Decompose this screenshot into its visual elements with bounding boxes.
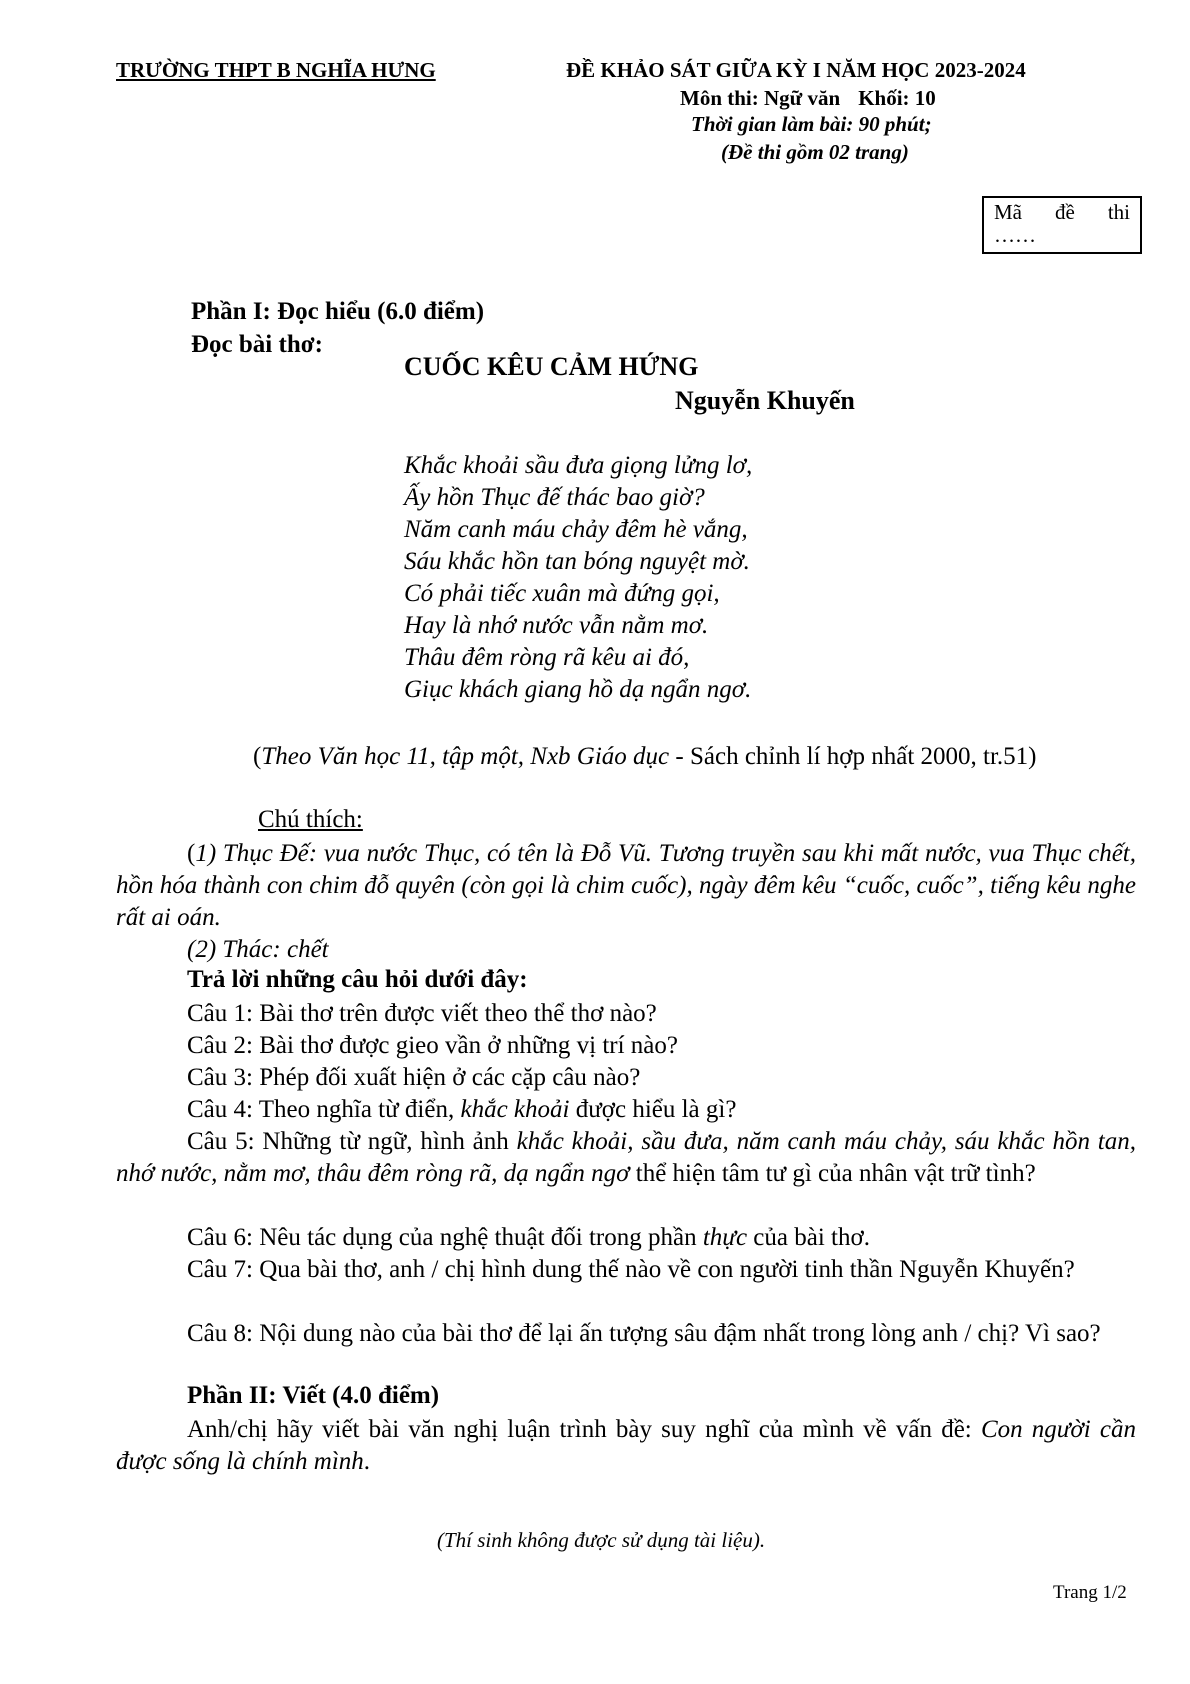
exam-time: Thời gian làm bài: 90 phút; — [691, 112, 932, 136]
code-label-word-3: thi — [1107, 200, 1130, 224]
question-1: Câu 1: Bài thơ trên được viết theo thể thơ nào? — [187, 1000, 657, 1027]
exam-subject-line — [680, 86, 936, 111]
part2-prompt-text: Anh/chị hãy viết bài văn nghị luận trình bày suy nghĩ của mình về vấn đề: — [187, 1416, 981, 1443]
part2-heading: Phần II: Viết (4.0 điểm) — [187, 1382, 440, 1409]
exam-grade: Khối: 10 — [858, 86, 936, 110]
poem-line: Có phải tiếc xuân mà đứng gọi, — [404, 580, 720, 607]
question-4 — [116, 1094, 1136, 1126]
question-4-tail: được hiểu là gì? — [569, 1096, 737, 1123]
question-5-tail: thể hiện tâm tư gì của nhân vật trữ tình? — [629, 1160, 1036, 1187]
source-edition: - Sách chỉnh lí hợp nhất 2000, tr.51) — [669, 743, 1037, 770]
part1-heading: Phần I: Đọc hiểu (6.0 điểm) — [191, 298, 485, 325]
question-6-text: Câu 6: Nêu tác dụng của nghệ thuật đối trong phần — [187, 1224, 703, 1251]
notes-heading: Chú thích: — [258, 806, 363, 833]
question-5 — [116, 1126, 1136, 1190]
question-5-terms: khắc khoải, sầu đưa, năm canh máu chảy, sáu khắc hồn tan, nhớ nước, nằm mơ, thâu đêm ròng rã, dạ ngẩn ngơ — [116, 1128, 1137, 1187]
part1-instruction: Đọc bài thơ: — [191, 331, 323, 358]
poem-line: Khắc khoải sầu đưa giọng lửng lơ, — [404, 452, 753, 479]
poem-author: Nguyễn Khuyến — [675, 386, 855, 415]
poem-line: Thâu đêm ròng rã kêu ai đó, — [404, 644, 690, 671]
note-2: (2) Thác: chết — [187, 936, 329, 963]
poem-line: Ấy hồn Thục đế thác bao giờ? — [404, 484, 705, 511]
question-8: Câu 8: Nội dung nào của bài thơ để lại ấn tượng sâu đậm nhất trong lòng anh / chị? Vì sao? — [187, 1320, 1101, 1347]
school-name: TRƯỜNG THPT B NGHĨA HƯNG — [116, 58, 436, 82]
question-4-text: Câu 4: Theo nghĩa từ điển, — [187, 1096, 461, 1123]
code-label-word-2: đề — [1055, 200, 1075, 224]
exam-subject: Môn thi: Ngữ văn — [680, 86, 841, 110]
question-2: Câu 2: Bài thơ được gieo vần ở những vị trí nào? — [187, 1032, 678, 1059]
poem-line: Giục khách giang hồ dạ ngẩn ngơ. — [404, 676, 752, 703]
poem-line: Năm canh máu chảy đêm hè vắng, — [404, 516, 748, 543]
poem-body — [404, 450, 752, 706]
question-6 — [116, 1222, 1136, 1254]
exam-title: ĐỀ KHẢO SÁT GIỮA KỲ I NĂM HỌC 2023-2024 — [566, 58, 1026, 82]
part2-prompt — [116, 1414, 1136, 1478]
question-5-text: Câu 5: Những từ ngữ, hình ảnh — [187, 1128, 517, 1155]
question-6-term: thực — [702, 1224, 748, 1251]
poem-title: CUỐC KÊU CẢM HỨNG — [404, 352, 699, 381]
questions-heading: Trả lời những câu hỏi dưới đây: — [187, 966, 528, 993]
source-paren: ( — [253, 743, 262, 770]
poem-line: Sáu khắc hồn tan bóng nguyệt mờ. — [404, 548, 750, 575]
source-book: Theo Văn học 11, tập một, Nxb Giáo dục — [261, 743, 670, 770]
note-1-paren: ( — [187, 840, 196, 867]
poem-line: Hay là nhớ nước vẫn nằm mơ. — [404, 612, 709, 639]
part2-prompt-end: . — [363, 1448, 371, 1475]
question-4-term: khắc khoải — [460, 1096, 570, 1123]
question-7: Câu 7: Qua bài thơ, anh / chị hình dung thế nào về con người tinh thần Nguyễn Khuyến? — [187, 1256, 1075, 1283]
exam-code-box — [982, 196, 1142, 254]
note-1-text: 1) Thục Đế: vua nước Thục, có tên là Đỗ Vũ. Tương truyền sau khi mất nước, vua Thục chết, hồn hóa thành con chim đỗ quyên (còn gọi là chim cuốc), ngày đêm kêu “cuốc, cuốc”, tiếng kêu nghe rất ai oán. — [116, 840, 1136, 931]
note-1 — [116, 838, 1136, 934]
question-3: Câu 3: Phép đối xuất hiện ở các cặp câu nào? — [187, 1064, 641, 1091]
page-number: Trang 1/2 — [1053, 1582, 1127, 1603]
footer-note: (Thí sinh không được sử dụng tài liệu). — [437, 1528, 766, 1552]
question-6-tail: của bài thơ. — [747, 1224, 870, 1251]
code-dots: …… — [994, 223, 1036, 247]
code-label-word-1: Mã — [994, 200, 1022, 224]
poem-source — [253, 743, 1037, 771]
part2-prompt-topic: Con người cần được sống là chính mình — [116, 1416, 1136, 1475]
exam-pages: (Đề thi gồm 02 trang) — [721, 140, 909, 164]
